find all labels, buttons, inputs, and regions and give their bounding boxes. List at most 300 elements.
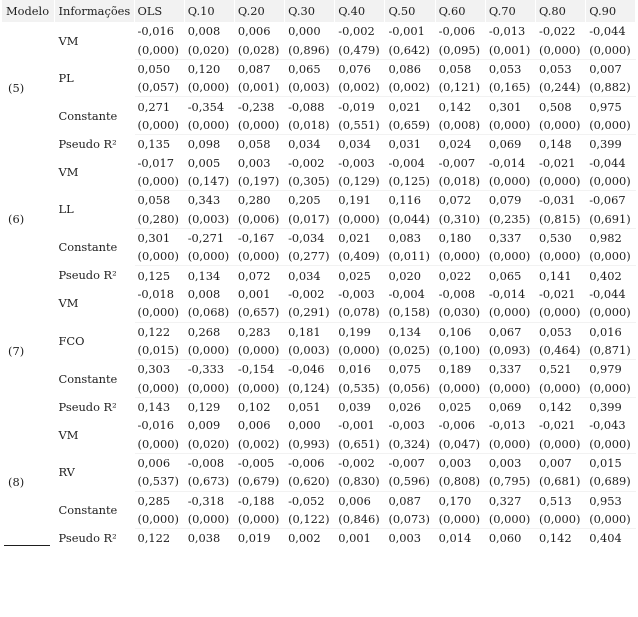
p-value: (0,093) (485, 341, 535, 360)
model-id: (8) (2, 416, 54, 547)
p-value: (0,003) (285, 341, 335, 360)
table-row (2, 22, 636, 40)
p-value: (0,409) (335, 247, 385, 266)
estimate-value: -0,019 (335, 97, 385, 116)
p-value: (0,000) (335, 341, 385, 360)
p-value: (0,000) (536, 435, 586, 454)
estimate-value: -0,014 (485, 153, 535, 171)
estimate-value: 0,191 (335, 191, 385, 210)
estimate-value: 0,268 (184, 322, 234, 341)
pseudo-r2-value: 0,031 (385, 135, 435, 154)
p-value: (0,000) (536, 303, 586, 322)
estimate-value: 0,120 (184, 59, 234, 78)
p-value: (0,000) (435, 379, 485, 398)
estimate-value: 0,006 (234, 22, 284, 40)
p-value: (0,673) (184, 472, 234, 491)
p-value: (0,882) (586, 78, 636, 97)
estimate-value: -0,003 (335, 153, 385, 171)
estimate-value: -0,002 (335, 453, 385, 472)
estimate-value: -0,238 (234, 97, 284, 116)
table-row (2, 453, 636, 472)
estimate-value: 0,271 (134, 97, 184, 116)
p-value: (0,000) (586, 510, 636, 529)
variable-label: Constante (54, 228, 134, 266)
p-value: (0,000) (134, 116, 184, 135)
p-value: (0,000) (586, 379, 636, 398)
header-q20: Q.20 (234, 0, 284, 22)
pseudo-r2-value: 0,058 (234, 135, 284, 154)
footnote-rule (4, 545, 50, 546)
p-value: (0,000) (485, 116, 535, 135)
estimate-value: 0,979 (586, 360, 636, 379)
p-value: (0,124) (285, 379, 335, 398)
p-value: (0,000) (485, 172, 535, 191)
p-value: (0,000) (234, 341, 284, 360)
estimate-value: 0,007 (586, 59, 636, 78)
estimate-value: -0,046 (285, 360, 335, 379)
table-body (2, 22, 636, 548)
model-id: (6) (2, 153, 54, 284)
p-value: (0,620) (285, 472, 335, 491)
p-value: (0,000) (184, 247, 234, 266)
variable-label: Constante (54, 97, 134, 135)
estimate-value: 0,087 (385, 491, 435, 510)
estimate-value: -0,067 (586, 191, 636, 210)
estimate-value: -0,034 (285, 228, 335, 247)
p-value: (0,020) (184, 40, 234, 59)
p-value: (0,000) (184, 510, 234, 529)
table-row (2, 228, 636, 247)
estimate-value: -0,004 (385, 285, 435, 303)
p-value: (0,000) (184, 341, 234, 360)
estimate-value: 0,016 (335, 360, 385, 379)
estimate-value: 0,006 (234, 416, 284, 434)
estimate-value: 0,003 (234, 153, 284, 171)
pseudo-r2-label: Pseudo R² (54, 266, 134, 285)
p-value: (0,003) (285, 78, 335, 97)
p-value: (0,003) (184, 209, 234, 228)
estimate-value: 0,016 (586, 322, 636, 341)
estimate-value: -0,167 (234, 228, 284, 247)
p-value: (0,073) (385, 510, 435, 529)
estimate-value: -0,044 (586, 285, 636, 303)
p-value: (0,095) (435, 40, 485, 59)
estimate-value: -0,008 (435, 285, 485, 303)
estimate-value: -0,013 (485, 22, 535, 40)
p-value: (0,310) (435, 209, 485, 228)
pseudo-r2-value: 0,134 (184, 266, 234, 285)
pseudo-r2-value: 0,122 (134, 529, 184, 548)
table-row (2, 491, 636, 510)
estimate-value: -0,002 (285, 153, 335, 171)
estimate-value: -0,154 (234, 360, 284, 379)
table-row (2, 153, 636, 171)
estimate-value: 0,301 (485, 97, 535, 116)
pseudo-r2-value: 0,060 (485, 529, 535, 548)
table-row (2, 360, 636, 379)
p-value: (0,002) (385, 78, 435, 97)
p-value: (0,015) (134, 341, 184, 360)
pseudo-r2-value: 0,141 (536, 266, 586, 285)
estimate-value: 0,083 (385, 228, 435, 247)
variable-label: VM (54, 22, 134, 59)
pseudo-r2-label: Pseudo R² (54, 135, 134, 154)
pseudo-r2-value: 0,002 (285, 529, 335, 548)
estimate-value: 0,058 (435, 59, 485, 78)
estimate-value: -0,007 (385, 453, 435, 472)
p-value: (0,001) (485, 40, 535, 59)
pseudo-r2-value: 0,404 (586, 529, 636, 548)
pseudo-r2-row (2, 397, 636, 416)
estimate-value: 0,283 (234, 322, 284, 341)
p-value: (0,596) (385, 472, 435, 491)
p-value: (0,000) (234, 116, 284, 135)
estimate-value: 0,000 (285, 22, 335, 40)
table-row (2, 416, 636, 434)
p-value: (0,000) (134, 435, 184, 454)
pseudo-r2-label: Pseudo R² (54, 529, 134, 548)
p-value: (0,165) (485, 78, 535, 97)
table-row (2, 191, 636, 210)
header-row (2, 0, 636, 22)
p-value: (0,147) (184, 172, 234, 191)
p-value: (0,011) (385, 247, 435, 266)
pseudo-r2-value: 0,402 (586, 266, 636, 285)
header-q40: Q.40 (335, 0, 385, 22)
p-value: (0,030) (435, 303, 485, 322)
p-value: (0,551) (335, 116, 385, 135)
model-id: (7) (2, 285, 54, 416)
estimate-value: 0,021 (335, 228, 385, 247)
estimate-value: 0,007 (536, 453, 586, 472)
estimate-value: 0,301 (134, 228, 184, 247)
p-value: (0,017) (285, 209, 335, 228)
estimate-value: 0,521 (536, 360, 586, 379)
pseudo-r2-value: 0,025 (435, 397, 485, 416)
pseudo-r2-value: 0,399 (586, 397, 636, 416)
p-value: (0,047) (435, 435, 485, 454)
pseudo-r2-value: 0,014 (435, 529, 485, 548)
header-modelo: Modelo (2, 0, 54, 22)
p-value: (0,871) (586, 341, 636, 360)
estimate-value: 0,953 (586, 491, 636, 510)
estimate-value: 0,975 (586, 97, 636, 116)
variable-label: VM (54, 285, 134, 322)
table-row (2, 322, 636, 341)
p-value: (0,000) (435, 247, 485, 266)
estimate-value: 0,006 (134, 453, 184, 472)
estimate-value: 0,530 (536, 228, 586, 247)
p-value: (0,537) (134, 472, 184, 491)
p-value: (0,002) (234, 435, 284, 454)
header-q80: Q.80 (536, 0, 586, 22)
estimate-value: 0,337 (485, 228, 535, 247)
pseudo-r2-value: 0,024 (435, 135, 485, 154)
estimate-value: 0,003 (485, 453, 535, 472)
estimate-value: 0,072 (435, 191, 485, 210)
estimate-value: 0,053 (485, 59, 535, 78)
p-value: (0,000) (586, 247, 636, 266)
estimate-value: 0,003 (435, 453, 485, 472)
estimate-value: 0,205 (285, 191, 335, 210)
estimate-value: 0,053 (536, 322, 586, 341)
p-value: (0,277) (285, 247, 335, 266)
p-value: (0,000) (335, 209, 385, 228)
estimate-value: 0,122 (134, 322, 184, 341)
p-value: (0,000) (435, 510, 485, 529)
variable-label: Constante (54, 360, 134, 398)
estimate-value: -0,052 (285, 491, 335, 510)
pseudo-r2-row (2, 266, 636, 285)
estimate-value: 0,086 (385, 59, 435, 78)
header-q10: Q.10 (184, 0, 234, 22)
estimate-value: -0,006 (435, 416, 485, 434)
p-value: (0,000) (586, 303, 636, 322)
estimate-value: -0,008 (184, 453, 234, 472)
estimate-value: -0,005 (234, 453, 284, 472)
estimate-value: 0,076 (335, 59, 385, 78)
estimate-value: 0,050 (134, 59, 184, 78)
p-value: (0,008) (435, 116, 485, 135)
estimate-value: 0,508 (536, 97, 586, 116)
estimate-value: -0,021 (536, 416, 586, 434)
estimate-value: 0,067 (485, 322, 535, 341)
estimate-value: -0,271 (184, 228, 234, 247)
p-value: (0,305) (285, 172, 335, 191)
estimate-value: 0,199 (335, 322, 385, 341)
pseudo-r2-value: 0,003 (385, 529, 435, 548)
pseudo-r2-value: 0,072 (234, 266, 284, 285)
p-value: (0,000) (485, 435, 535, 454)
estimate-value: 0,982 (586, 228, 636, 247)
pseudo-r2-row (2, 135, 636, 154)
p-value: (0,815) (536, 209, 586, 228)
estimate-value: 0,134 (385, 322, 435, 341)
estimate-value: 0,513 (536, 491, 586, 510)
estimate-value: -0,354 (184, 97, 234, 116)
p-value: (0,000) (485, 510, 535, 529)
estimate-value: 0,053 (536, 59, 586, 78)
p-value: (0,000) (586, 435, 636, 454)
p-value: (0,235) (485, 209, 535, 228)
p-value: (0,000) (184, 78, 234, 97)
p-value: (0,078) (335, 303, 385, 322)
p-value: (0,057) (134, 78, 184, 97)
regression-results-table (2, 0, 636, 548)
p-value: (0,993) (285, 435, 335, 454)
table-row (2, 97, 636, 116)
estimate-value: -0,007 (435, 153, 485, 171)
estimate-value: -0,022 (536, 22, 586, 40)
p-value: (0,280) (134, 209, 184, 228)
pseudo-r2-value: 0,069 (485, 135, 535, 154)
p-value: (0,808) (435, 472, 485, 491)
p-value: (0,244) (536, 78, 586, 97)
p-value: (0,018) (435, 172, 485, 191)
p-value: (0,000) (134, 303, 184, 322)
estimate-value: -0,044 (586, 153, 636, 171)
estimate-value: -0,018 (134, 285, 184, 303)
pseudo-r2-value: 0,065 (485, 266, 535, 285)
p-value: (0,000) (536, 510, 586, 529)
estimate-value: -0,188 (234, 491, 284, 510)
variable-label: Constante (54, 491, 134, 529)
estimate-value: -0,014 (485, 285, 535, 303)
p-value: (0,657) (234, 303, 284, 322)
p-value: (0,291) (285, 303, 335, 322)
p-value: (0,000) (536, 172, 586, 191)
pseudo-r2-value: 0,129 (184, 397, 234, 416)
pseudo-r2-value: 0,142 (536, 529, 586, 548)
pseudo-r2-value: 0,069 (485, 397, 535, 416)
estimate-value: 0,285 (134, 491, 184, 510)
pseudo-r2-value: 0,025 (335, 266, 385, 285)
pseudo-r2-value: 0,019 (234, 529, 284, 548)
p-value: (0,681) (536, 472, 586, 491)
estimate-value: 0,303 (134, 360, 184, 379)
p-value: (0,025) (385, 341, 435, 360)
pseudo-r2-value: 0,098 (184, 135, 234, 154)
estimate-value: 0,116 (385, 191, 435, 210)
p-value: (0,000) (586, 116, 636, 135)
p-value: (0,651) (335, 435, 385, 454)
estimate-value: -0,003 (385, 416, 435, 434)
p-value: (0,000) (536, 379, 586, 398)
estimate-value: -0,006 (285, 453, 335, 472)
pseudo-r2-value: 0,125 (134, 266, 184, 285)
estimate-value: -0,021 (536, 285, 586, 303)
estimate-value: 0,087 (234, 59, 284, 78)
estimate-value: 0,343 (184, 191, 234, 210)
estimate-value: 0,142 (435, 97, 485, 116)
estimate-value: 0,337 (485, 360, 535, 379)
estimate-value: 0,280 (234, 191, 284, 210)
estimate-value: -0,043 (586, 416, 636, 434)
variable-label: PL (54, 59, 134, 97)
estimate-value: 0,005 (184, 153, 234, 171)
p-value: (0,100) (435, 341, 485, 360)
header-informacoes: Informações (54, 0, 134, 22)
estimate-value: -0,088 (285, 97, 335, 116)
model-id: (5) (2, 22, 54, 153)
p-value: (0,000) (134, 379, 184, 398)
p-value: (0,846) (335, 510, 385, 529)
estimate-value: 0,000 (285, 416, 335, 434)
p-value: (0,000) (536, 247, 586, 266)
table-row (2, 59, 636, 78)
pseudo-r2-value: 0,051 (285, 397, 335, 416)
estimate-value: -0,031 (536, 191, 586, 210)
p-value: (0,121) (435, 78, 485, 97)
p-value: (0,000) (184, 379, 234, 398)
p-value: (0,122) (285, 510, 335, 529)
estimate-value: -0,318 (184, 491, 234, 510)
estimate-value: -0,001 (385, 22, 435, 40)
pseudo-r2-value: 0,034 (285, 135, 335, 154)
variable-label: VM (54, 416, 134, 453)
estimate-value: 0,170 (435, 491, 485, 510)
p-value: (0,691) (586, 209, 636, 228)
p-value: (0,000) (586, 172, 636, 191)
p-value: (0,000) (234, 247, 284, 266)
p-value: (0,535) (335, 379, 385, 398)
p-value: (0,000) (234, 379, 284, 398)
p-value: (0,464) (536, 341, 586, 360)
estimate-value: 0,009 (184, 416, 234, 434)
p-value: (0,830) (335, 472, 385, 491)
estimate-value: 0,180 (435, 228, 485, 247)
estimate-value: -0,004 (385, 153, 435, 171)
estimate-value: -0,021 (536, 153, 586, 171)
p-value: (0,479) (335, 40, 385, 59)
estimate-value: 0,189 (435, 360, 485, 379)
variable-label: RV (54, 453, 134, 491)
p-value: (0,000) (134, 510, 184, 529)
p-value: (0,642) (385, 40, 435, 59)
table-row (2, 285, 636, 303)
pseudo-r2-value: 0,135 (134, 135, 184, 154)
p-value: (0,795) (485, 472, 535, 491)
pseudo-r2-value: 0,034 (285, 266, 335, 285)
estimate-value: -0,002 (335, 22, 385, 40)
pseudo-r2-value: 0,399 (586, 135, 636, 154)
estimate-value: 0,075 (385, 360, 435, 379)
p-value: (0,002) (335, 78, 385, 97)
variable-label: FCO (54, 322, 134, 360)
pseudo-r2-row (2, 529, 636, 548)
p-value: (0,197) (234, 172, 284, 191)
pseudo-r2-value: 0,148 (536, 135, 586, 154)
estimate-value: -0,013 (485, 416, 535, 434)
pseudo-r2-value: 0,039 (335, 397, 385, 416)
estimate-value: 0,001 (234, 285, 284, 303)
p-value: (0,018) (285, 116, 335, 135)
pseudo-r2-value: 0,020 (385, 266, 435, 285)
estimate-value: 0,327 (485, 491, 535, 510)
p-value: (0,028) (234, 40, 284, 59)
p-value: (0,689) (586, 472, 636, 491)
pseudo-r2-label: Pseudo R² (54, 397, 134, 416)
estimate-value: -0,016 (134, 416, 184, 434)
p-value: (0,001) (234, 78, 284, 97)
header-q30: Q.30 (285, 0, 335, 22)
pseudo-r2-value: 0,034 (335, 135, 385, 154)
estimate-value: 0,008 (184, 22, 234, 40)
p-value: (0,056) (385, 379, 435, 398)
header-q90: Q.90 (586, 0, 636, 22)
p-value: (0,324) (385, 435, 435, 454)
p-value: (0,006) (234, 209, 284, 228)
estimate-value: 0,065 (285, 59, 335, 78)
estimate-value: 0,006 (335, 491, 385, 510)
estimate-value: 0,008 (184, 285, 234, 303)
p-value: (0,020) (184, 435, 234, 454)
estimate-value: 0,015 (586, 453, 636, 472)
estimate-value: -0,044 (586, 22, 636, 40)
p-value: (0,068) (184, 303, 234, 322)
p-value: (0,000) (134, 247, 184, 266)
header-q50: Q.50 (385, 0, 435, 22)
p-value: (0,000) (485, 379, 535, 398)
estimate-value: -0,016 (134, 22, 184, 40)
p-value: (0,000) (134, 172, 184, 191)
p-value: (0,000) (134, 40, 184, 59)
p-value: (0,000) (536, 40, 586, 59)
estimate-value: -0,001 (335, 416, 385, 434)
estimate-value: -0,333 (184, 360, 234, 379)
variable-label: LL (54, 191, 134, 229)
estimate-value: 0,058 (134, 191, 184, 210)
